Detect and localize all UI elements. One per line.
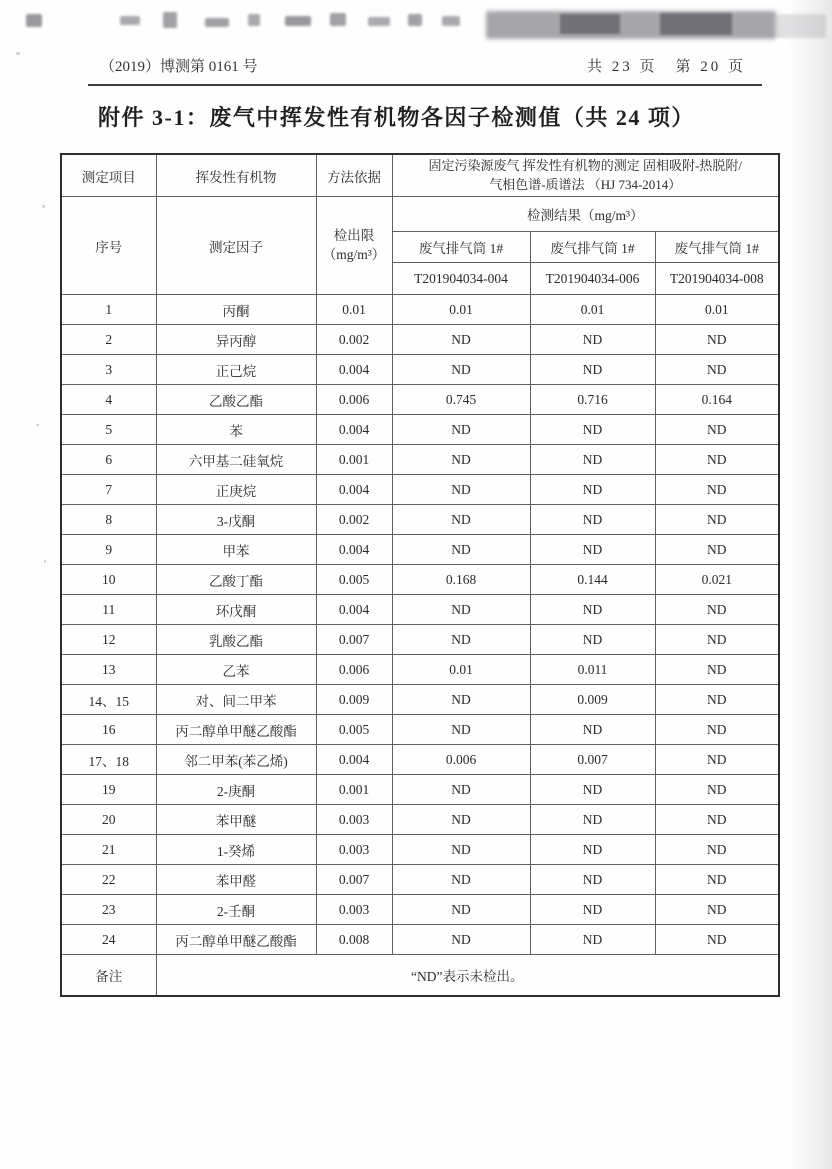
limit-cell: 0.002 xyxy=(316,325,392,355)
table-row xyxy=(61,685,779,715)
table-row xyxy=(61,355,779,385)
table-row xyxy=(61,535,779,565)
row-no-cell: 22 xyxy=(61,865,156,895)
table-row xyxy=(61,445,779,475)
row-no-cell: 19 xyxy=(61,775,156,805)
limit-cell: 0.003 xyxy=(316,835,392,865)
table-row xyxy=(61,925,779,955)
table-row xyxy=(61,805,779,835)
result-cell-1: 0.01 xyxy=(392,655,530,685)
header-cell-method-basis xyxy=(392,154,779,197)
row-no-cell: 9 xyxy=(61,535,156,565)
result-cell-1: ND xyxy=(392,895,530,925)
factor-cell: 甲苯 xyxy=(156,535,316,565)
scan-artifact xyxy=(163,12,177,28)
scan-artifact-band xyxy=(0,8,832,42)
result-cell-1: 0.168 xyxy=(392,565,530,595)
factor-cell: 乙酸丁酯 xyxy=(156,565,316,595)
factor-cell: 环戊酮 xyxy=(156,595,316,625)
scan-artifact xyxy=(285,16,311,26)
factor-cell: 正庚烷 xyxy=(156,475,316,505)
result-cell-1: ND xyxy=(392,835,530,865)
limit-cell: 0.006 xyxy=(316,655,392,685)
row-no-cell: 12 xyxy=(61,625,156,655)
limit-label-line2: （mg/m³） xyxy=(322,246,386,262)
limit-label-line1: 检出限 xyxy=(333,228,375,244)
result-cell-2: ND xyxy=(530,895,655,925)
scan-artifact xyxy=(560,14,620,34)
factor-cell: 乙苯 xyxy=(156,655,316,685)
row-no-cell: 10 xyxy=(61,565,156,595)
limit-cell: 0.005 xyxy=(316,565,392,595)
scan-edge-shadow xyxy=(788,0,832,1169)
result-cell-2: 0.009 xyxy=(530,685,655,715)
table-row xyxy=(61,475,779,505)
row-no-cell: 23 xyxy=(61,895,156,925)
row-no-cell: 1 xyxy=(61,295,156,325)
result-cell-3: ND xyxy=(655,925,779,955)
factor-cell: 苯甲醚 xyxy=(156,805,316,835)
header-row-1 xyxy=(61,154,779,197)
result-cell-3: ND xyxy=(655,745,779,775)
result-cell-2: ND xyxy=(530,415,655,445)
row-no-cell: 5 xyxy=(61,415,156,445)
table-row xyxy=(61,895,779,925)
limit-cell: 0.005 xyxy=(316,715,392,745)
table-row xyxy=(61,295,779,325)
result-cell-2: ND xyxy=(530,625,655,655)
result-cell-3: ND xyxy=(655,475,779,505)
result-cell-2: 0.011 xyxy=(530,655,655,685)
factor-cell: 正己烷 xyxy=(156,355,316,385)
limit-cell: 0.01 xyxy=(316,295,392,325)
result-cell-1: ND xyxy=(392,685,530,715)
scan-artifact xyxy=(26,14,42,27)
result-cell-3: ND xyxy=(655,535,779,565)
factor-cell: 2-庚酮 xyxy=(156,775,316,805)
header-cell-no: 序号 xyxy=(61,197,156,295)
attachment-title: 附件 3-1：废气中挥发性有机物各因子检测值（共 24 项） xyxy=(98,105,695,130)
factor-cell: 3-戊酮 xyxy=(156,505,316,535)
document-header xyxy=(100,55,746,76)
remark-label: 备注 xyxy=(61,955,156,997)
result-cell-3: ND xyxy=(655,835,779,865)
scan-artifact xyxy=(408,14,422,26)
row-no-cell: 17、18 xyxy=(61,745,156,775)
limit-cell: 0.001 xyxy=(316,445,392,475)
limit-cell: 0.004 xyxy=(316,355,392,385)
limit-cell: 0.004 xyxy=(316,745,392,775)
remark-text: “ND”表示未检出。 xyxy=(156,955,779,997)
scan-speck xyxy=(36,424,39,426)
header-cell-item: 测定项目 xyxy=(61,154,156,197)
result-cell-3: 0.164 xyxy=(655,385,779,415)
factor-cell: 六甲基二硅氧烷 xyxy=(156,445,316,475)
result-cell-1: ND xyxy=(392,925,530,955)
limit-cell: 0.006 xyxy=(316,385,392,415)
row-no-cell: 13 xyxy=(61,655,156,685)
result-cell-3: ND xyxy=(655,415,779,445)
table-row xyxy=(61,775,779,805)
result-cell-1: ND xyxy=(392,475,530,505)
result-cell-2: ND xyxy=(530,865,655,895)
result-cell-2: ND xyxy=(530,805,655,835)
result-cell-3: ND xyxy=(655,895,779,925)
table-row xyxy=(61,865,779,895)
table-row xyxy=(61,715,779,745)
scan-artifact xyxy=(442,16,460,26)
limit-cell: 0.004 xyxy=(316,595,392,625)
limit-cell: 0.004 xyxy=(316,475,392,505)
result-cell-1: ND xyxy=(392,355,530,385)
row-no-cell: 11 xyxy=(61,595,156,625)
table-row xyxy=(61,565,779,595)
table-row xyxy=(61,325,779,355)
result-cell-1: ND xyxy=(392,715,530,745)
result-cell-2: 0.007 xyxy=(530,745,655,775)
factor-cell: 乙酸乙酯 xyxy=(156,385,316,415)
sample-code-cell-3: T201904034-008 xyxy=(655,263,779,295)
limit-cell: 0.004 xyxy=(316,415,392,445)
result-cell-1: ND xyxy=(392,445,530,475)
result-cell-1: ND xyxy=(392,775,530,805)
table-row xyxy=(61,655,779,685)
stack-cell-2: 废气排气筒 1# xyxy=(530,232,655,263)
factor-cell: 1-癸烯 xyxy=(156,835,316,865)
voc-results-table xyxy=(60,153,780,997)
scan-speck xyxy=(16,52,20,55)
scan-speck xyxy=(44,560,46,563)
factor-cell: 丙酮 xyxy=(156,295,316,325)
limit-cell: 0.004 xyxy=(316,535,392,565)
result-cell-2: ND xyxy=(530,835,655,865)
limit-cell: 0.007 xyxy=(316,865,392,895)
row-no-cell: 16 xyxy=(61,715,156,745)
remark-row xyxy=(61,955,779,997)
result-cell-1: ND xyxy=(392,805,530,835)
limit-cell: 0.007 xyxy=(316,625,392,655)
result-cell-2: ND xyxy=(530,775,655,805)
page-counter: 共 23 页 第 20 页 xyxy=(586,59,746,75)
row-no-cell: 8 xyxy=(61,505,156,535)
result-cell-1: 0.01 xyxy=(392,295,530,325)
result-cell-2: ND xyxy=(530,715,655,745)
result-cell-2: 0.144 xyxy=(530,565,655,595)
table-row xyxy=(61,835,779,865)
sample-code-cell-1: T201904034-004 xyxy=(392,263,530,295)
table-row xyxy=(61,385,779,415)
result-cell-3: ND xyxy=(655,595,779,625)
result-cell-2: ND xyxy=(530,475,655,505)
table-header-section xyxy=(61,154,779,295)
factor-cell: 邻二甲苯(苯乙烯) xyxy=(156,745,316,775)
header-cell-results: 检测结果（mg/m³） xyxy=(392,197,779,232)
row-no-cell: 3 xyxy=(61,355,156,385)
result-cell-3: ND xyxy=(655,655,779,685)
row-no-cell: 7 xyxy=(61,475,156,505)
scan-artifact xyxy=(330,13,346,26)
table-row xyxy=(61,415,779,445)
result-cell-3: ND xyxy=(655,625,779,655)
result-cell-2: ND xyxy=(530,925,655,955)
factor-cell: 乳酸乙酯 xyxy=(156,625,316,655)
result-cell-3: ND xyxy=(655,805,779,835)
row-no-cell: 6 xyxy=(61,445,156,475)
limit-cell: 0.008 xyxy=(316,925,392,955)
result-cell-3: ND xyxy=(655,505,779,535)
result-cell-2: ND xyxy=(530,505,655,535)
result-cell-3: ND xyxy=(655,355,779,385)
limit-cell: 0.003 xyxy=(316,805,392,835)
table-row xyxy=(61,595,779,625)
result-cell-1: ND xyxy=(392,625,530,655)
result-cell-3: ND xyxy=(655,715,779,745)
row-no-cell: 24 xyxy=(61,925,156,955)
scan-artifact xyxy=(248,14,260,26)
factor-cell: 丙二醇单甲醚乙酸酯 xyxy=(156,925,316,955)
method-basis-line2: 气相色谱-质谱法 （HJ 734-2014） xyxy=(489,176,682,192)
factor-cell: 苯 xyxy=(156,415,316,445)
table-remark-section xyxy=(61,955,779,997)
table-row xyxy=(61,745,779,775)
stack-cell-3: 废气排气筒 1# xyxy=(655,232,779,263)
header-rule xyxy=(88,84,762,86)
header-cell-method: 方法依据 xyxy=(316,154,392,197)
scan-artifact xyxy=(486,11,776,39)
row-no-cell: 14、15 xyxy=(61,685,156,715)
result-cell-2: ND xyxy=(530,595,655,625)
result-cell-2: ND xyxy=(530,325,655,355)
result-cell-1: ND xyxy=(392,865,530,895)
result-cell-1: ND xyxy=(392,325,530,355)
factor-cell: 异丙醇 xyxy=(156,325,316,355)
row-no-cell: 2 xyxy=(61,325,156,355)
table-row xyxy=(61,625,779,655)
result-cell-2: ND xyxy=(530,355,655,385)
result-cell-1: 0.745 xyxy=(392,385,530,415)
result-cell-3: ND xyxy=(655,865,779,895)
result-cell-1: ND xyxy=(392,415,530,445)
result-cell-3: ND xyxy=(655,325,779,355)
limit-cell: 0.003 xyxy=(316,895,392,925)
result-cell-3: ND xyxy=(655,775,779,805)
header-cell-factor: 测定因子 xyxy=(156,197,316,295)
row-no-cell: 4 xyxy=(61,385,156,415)
factor-cell: 丙二醇单甲醚乙酸酯 xyxy=(156,715,316,745)
header-row-2 xyxy=(61,197,779,232)
result-cell-3: ND xyxy=(655,445,779,475)
table-row xyxy=(61,505,779,535)
factor-cell: 苯甲醛 xyxy=(156,865,316,895)
result-cell-1: 0.006 xyxy=(392,745,530,775)
result-cell-2: 0.01 xyxy=(530,295,655,325)
scan-artifact xyxy=(368,17,390,26)
doc-number: （2019）博测第 0161 号 xyxy=(100,59,258,75)
row-no-cell: 21 xyxy=(61,835,156,865)
result-cell-3: 0.01 xyxy=(655,295,779,325)
limit-cell: 0.001 xyxy=(316,775,392,805)
stack-cell-1: 废气排气筒 1# xyxy=(392,232,530,263)
scan-artifact xyxy=(660,13,732,35)
method-basis-line1: 固定污染源废气 挥发性有机物的测定 固相吸附-热脱附/ xyxy=(428,157,742,173)
sample-code-cell-2: T201904034-006 xyxy=(530,263,655,295)
result-cell-1: ND xyxy=(392,595,530,625)
header-cell-voc: 挥发性有机物 xyxy=(156,154,316,197)
factor-cell: 对、间二甲苯 xyxy=(156,685,316,715)
result-cell-2: ND xyxy=(530,445,655,475)
scan-speck xyxy=(42,205,45,208)
scan-artifact xyxy=(776,14,826,38)
factor-cell: 2-壬酮 xyxy=(156,895,316,925)
result-cell-1: ND xyxy=(392,535,530,565)
table-body-section xyxy=(61,295,779,955)
scan-artifact xyxy=(120,16,140,25)
header-cell-limit xyxy=(316,197,392,295)
limit-cell: 0.002 xyxy=(316,505,392,535)
scan-artifact xyxy=(205,18,229,27)
result-cell-2: ND xyxy=(530,535,655,565)
result-cell-3: 0.021 xyxy=(655,565,779,595)
limit-cell: 0.009 xyxy=(316,685,392,715)
result-cell-3: ND xyxy=(655,685,779,715)
result-cell-1: ND xyxy=(392,505,530,535)
row-no-cell: 20 xyxy=(61,805,156,835)
result-cell-2: 0.716 xyxy=(530,385,655,415)
